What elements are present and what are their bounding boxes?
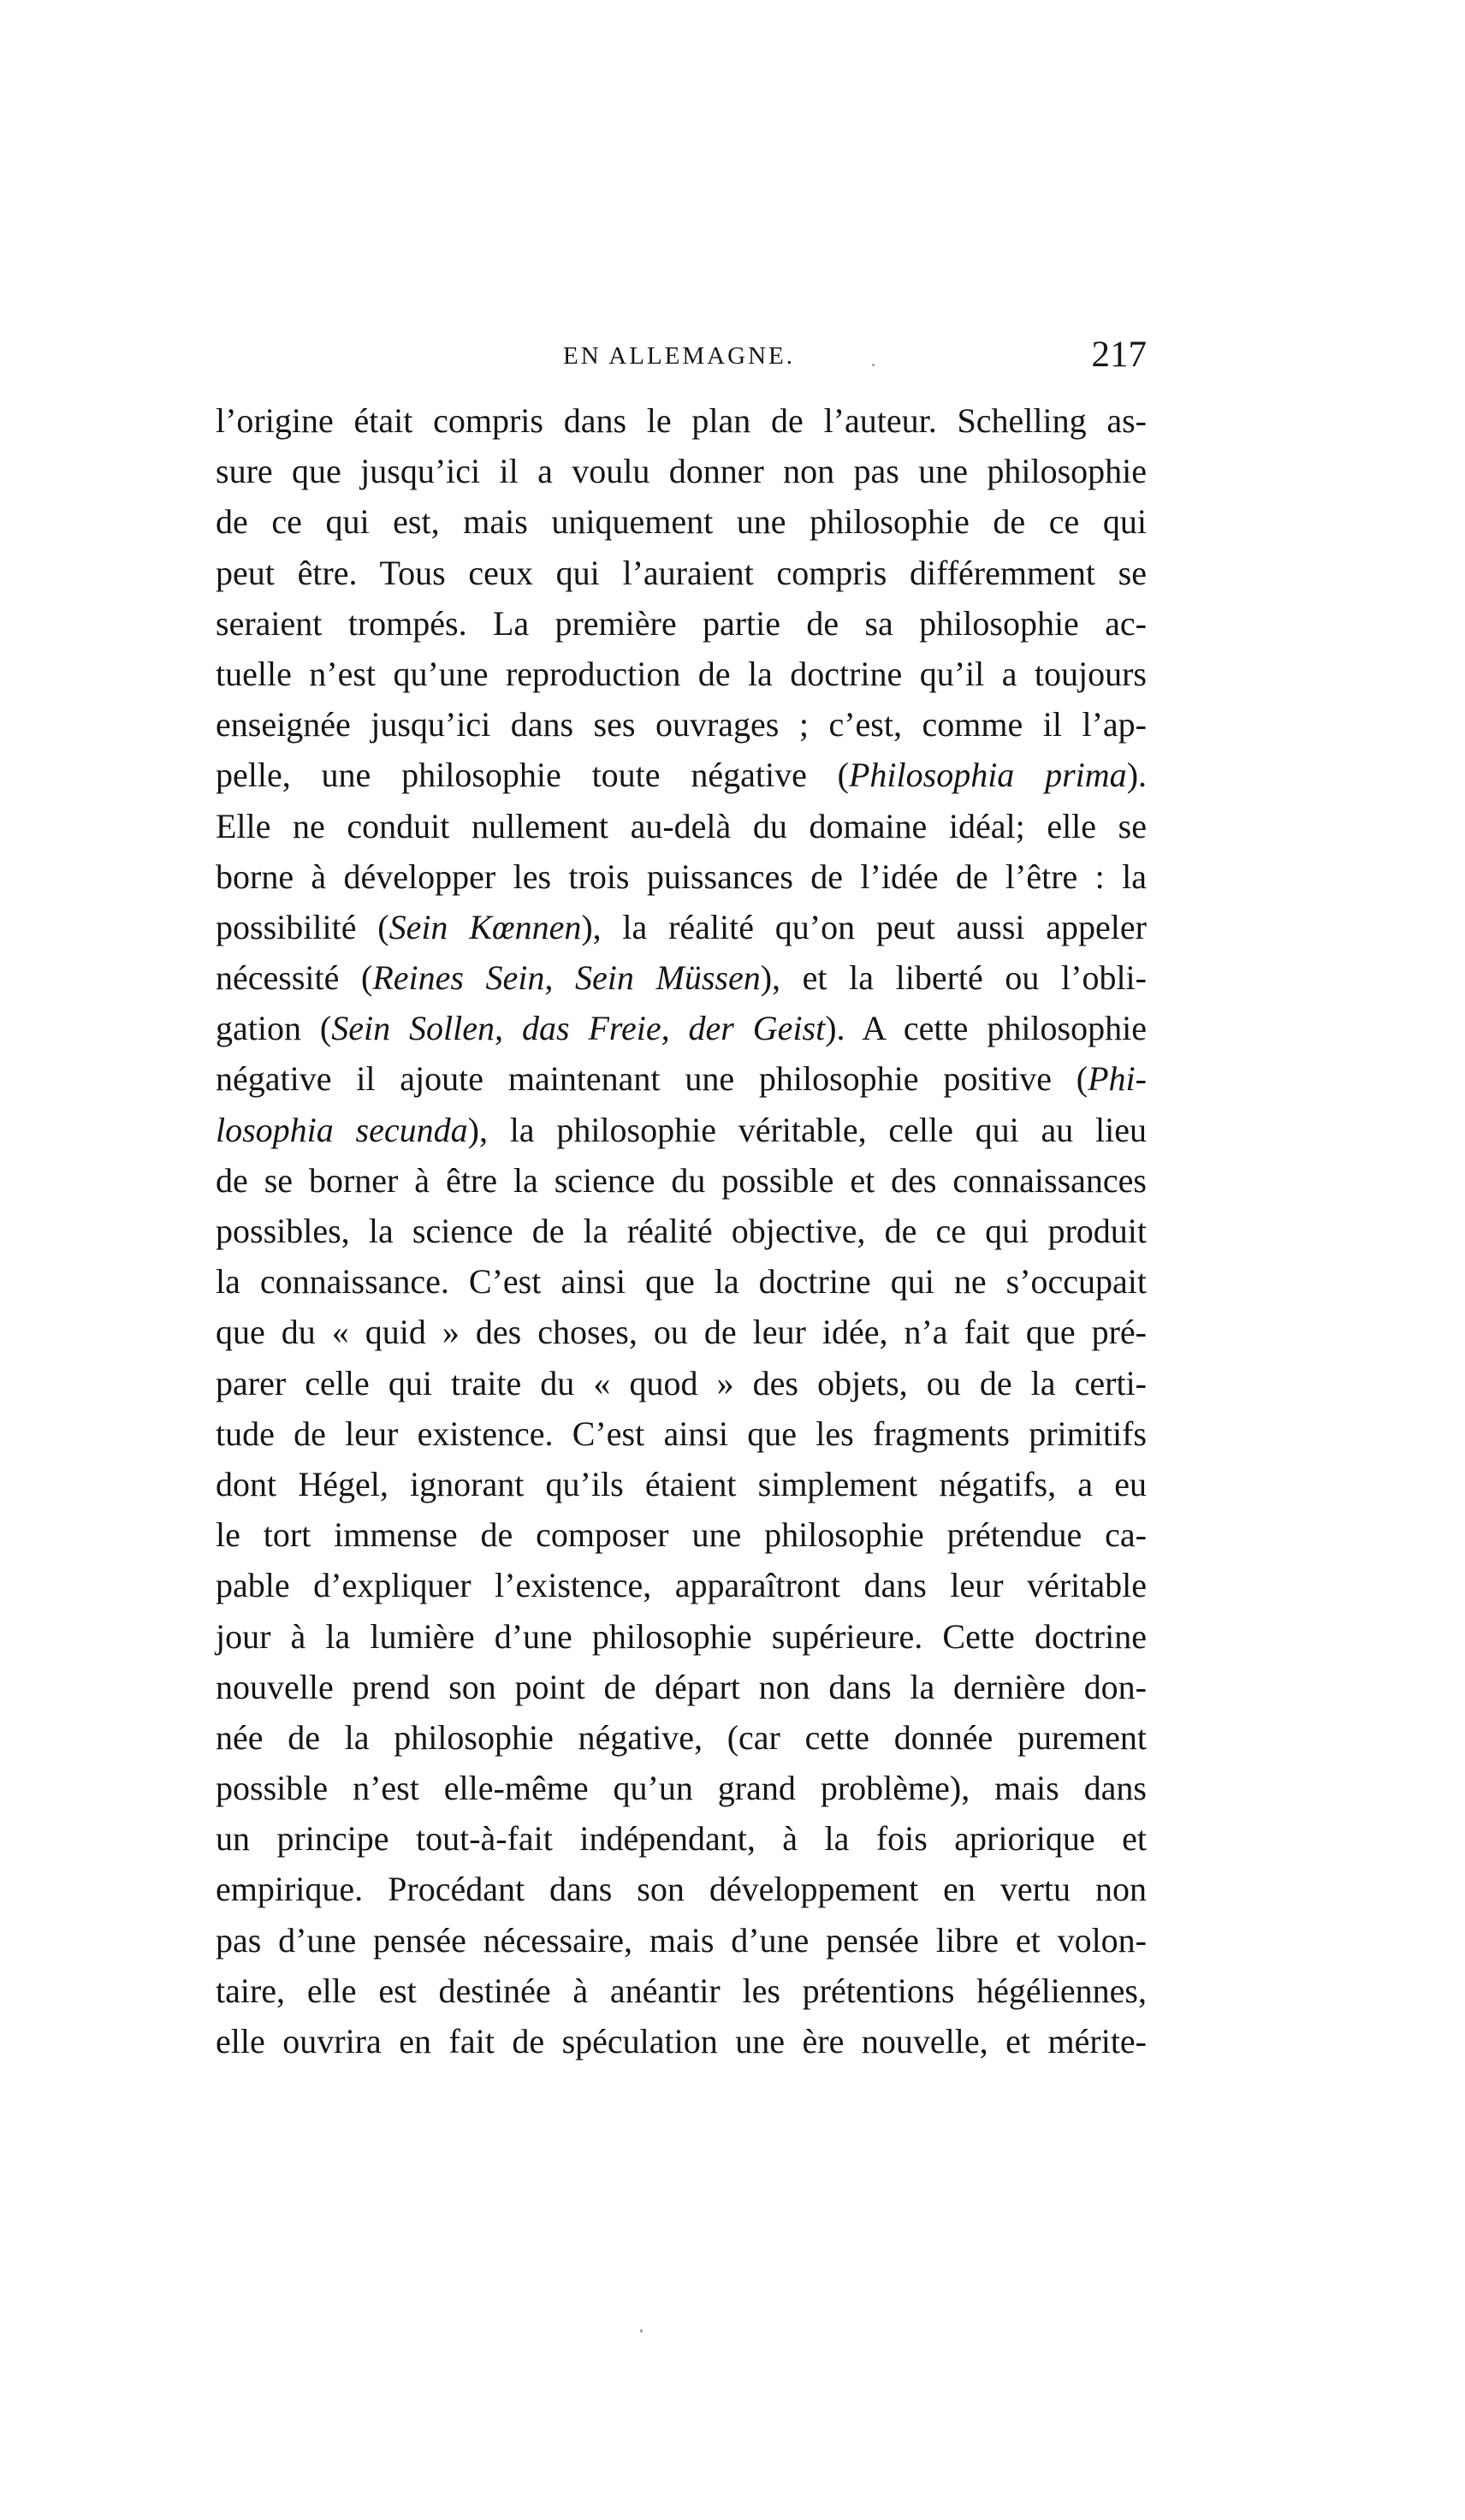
line-text: ). A cette philosophie xyxy=(825,1009,1147,1048)
line-text: ), et la liberté ou l’obli- xyxy=(760,958,1147,998)
line-text: Elle ne conduit nullement au-delà du domaine idéal; elle se xyxy=(216,806,1147,845)
text-line xyxy=(216,395,1147,446)
text-line xyxy=(216,1307,1147,1357)
text-line xyxy=(216,2016,1147,2066)
line-text: un principe tout-à-fait indépendant, à la fois apriorique et xyxy=(216,1819,1147,1859)
line-text: empirique. Procédant dans son développement en vertu non xyxy=(216,1870,1147,1909)
running-title: EN ALLEMAGNE. xyxy=(563,342,795,370)
text-line xyxy=(216,1966,1147,2016)
line-text: négative il ajoute maintenant une philosophie positive ( xyxy=(216,1059,1088,1099)
line-text: ). xyxy=(1126,756,1148,795)
line-text: sure que jusqu’ici il a voulu donner non pas une philosophie xyxy=(216,452,1147,491)
line-text: jour à la lumière d’une philosophie supérieure. Cette doctrine xyxy=(216,1616,1147,1656)
italic-term: Phi- xyxy=(1088,1059,1147,1099)
paper-speck xyxy=(640,2329,643,2333)
line-text: possibles, la science de la réalité objective, de ce qui produit xyxy=(216,1212,1147,1250)
line-text: possibilité ( xyxy=(216,907,389,946)
text-line xyxy=(216,1915,1147,1966)
text-line xyxy=(216,649,1147,699)
text-line xyxy=(216,1459,1147,1509)
line-text: pelle, une philosophie toute négative ( xyxy=(216,756,849,795)
line-text: née de la philosophie négative, (car cette donnée purement xyxy=(216,1717,1147,1757)
line-text: borne à développer les trois puissances de l’idée de l’être : la xyxy=(216,857,1147,896)
line-text: la connaissance. C’est ainsi que la doctrine qui ne s’occupait xyxy=(216,1262,1147,1302)
text-line xyxy=(216,952,1147,1003)
line-text: possible n’est elle-même qu’un grand problème), mais dans xyxy=(216,1769,1147,1808)
text-line xyxy=(216,446,1147,496)
running-head xyxy=(216,334,1147,385)
body-paragraph xyxy=(216,395,1147,2066)
text-line xyxy=(216,1105,1147,1155)
italic-term: Philosophia prima xyxy=(848,756,1127,795)
line-text: tude de leur existence. C’est ainsi que les fragments primitifs xyxy=(216,1414,1147,1453)
line-text: l’origine était compris dans le plan de l’auteur. Schelling as- xyxy=(216,401,1147,440)
line-text: dont Hégel, ignorant qu’ils étaient simplement négatifs, a eu xyxy=(216,1464,1147,1503)
text-line xyxy=(216,1509,1147,1560)
italic-term: Reines Sein, Sein Müssen xyxy=(372,958,761,998)
text-line xyxy=(216,548,1147,598)
text-line xyxy=(216,1662,1147,1712)
text-line xyxy=(216,1155,1147,1206)
line-text: nécessité ( xyxy=(216,958,373,998)
text-line xyxy=(216,1256,1147,1307)
line-text: taire, elle est destinée à anéantir les prétentions hégéliennes, xyxy=(216,1971,1147,2010)
page-number: 217 xyxy=(1091,335,1147,375)
text-line xyxy=(216,1763,1147,1813)
line-text: pas d’une pensée nécessaire, mais d’une pensée libre et volon- xyxy=(216,1920,1147,1960)
text-line xyxy=(216,1053,1147,1104)
line-text: de se borner à être la science du possible et des connaissances xyxy=(216,1160,1147,1200)
line-text: parer celle qui traite du « quod » des objets, ou de la certi- xyxy=(216,1363,1147,1402)
line-text: que du « quid » des choses, ou de leur idée, n’a fait que pré- xyxy=(216,1313,1147,1352)
text-line xyxy=(216,1712,1147,1763)
text-line xyxy=(216,1358,1147,1408)
line-text: tuelle n’est qu’une reproduction de la doctrine qu’il a toujours xyxy=(216,654,1147,693)
italic-term: losophia secunda xyxy=(216,1110,468,1149)
line-text: nouvelle prend son point de départ non dans la dernière don- xyxy=(216,1667,1147,1706)
text-line xyxy=(216,1560,1147,1610)
text-line xyxy=(216,1611,1147,1662)
text-line xyxy=(216,598,1147,649)
italic-term: Sein Kœnnen xyxy=(388,907,582,946)
line-text: seraient trompés. La première partie de sa philosophie ac- xyxy=(216,603,1147,643)
text-line xyxy=(216,1408,1147,1459)
text-line xyxy=(216,1864,1147,1914)
line-text: elle ouvrira en fait de spéculation une ère nouvelle, et mérite- xyxy=(216,2022,1147,2060)
text-line xyxy=(216,851,1147,902)
line-text: ), la réalité qu’on peut aussi appeler xyxy=(581,907,1147,946)
line-text: gation ( xyxy=(216,1009,332,1048)
text-line xyxy=(216,699,1147,750)
line-text: ), la philosophie véritable, celle qui au lieu xyxy=(467,1110,1147,1149)
italic-term: Sein Sollen, das Freie, der Geist xyxy=(331,1009,826,1048)
paper-speck xyxy=(872,364,875,366)
line-text: enseignée jusqu’ici dans ses ouvrages ; c’est, comme il l’ap- xyxy=(216,705,1147,744)
text-line xyxy=(216,750,1147,800)
text-line xyxy=(216,1206,1147,1256)
text-line xyxy=(216,801,1147,851)
line-text: de ce qui est, mais uniquement une philosophie de ce qui xyxy=(216,502,1147,542)
text-line xyxy=(216,1813,1147,1864)
text-line xyxy=(216,1003,1147,1053)
line-text: peut être. Tous ceux qui l’auraient compris différemment se xyxy=(216,553,1147,592)
line-text: pable d’expliquer l’existence, apparaîtront dans leur véritable xyxy=(216,1566,1147,1605)
line-text: le tort immense de composer une philosophie prétendue ca- xyxy=(216,1515,1147,1555)
text-line xyxy=(216,902,1147,952)
text-line xyxy=(216,496,1147,547)
